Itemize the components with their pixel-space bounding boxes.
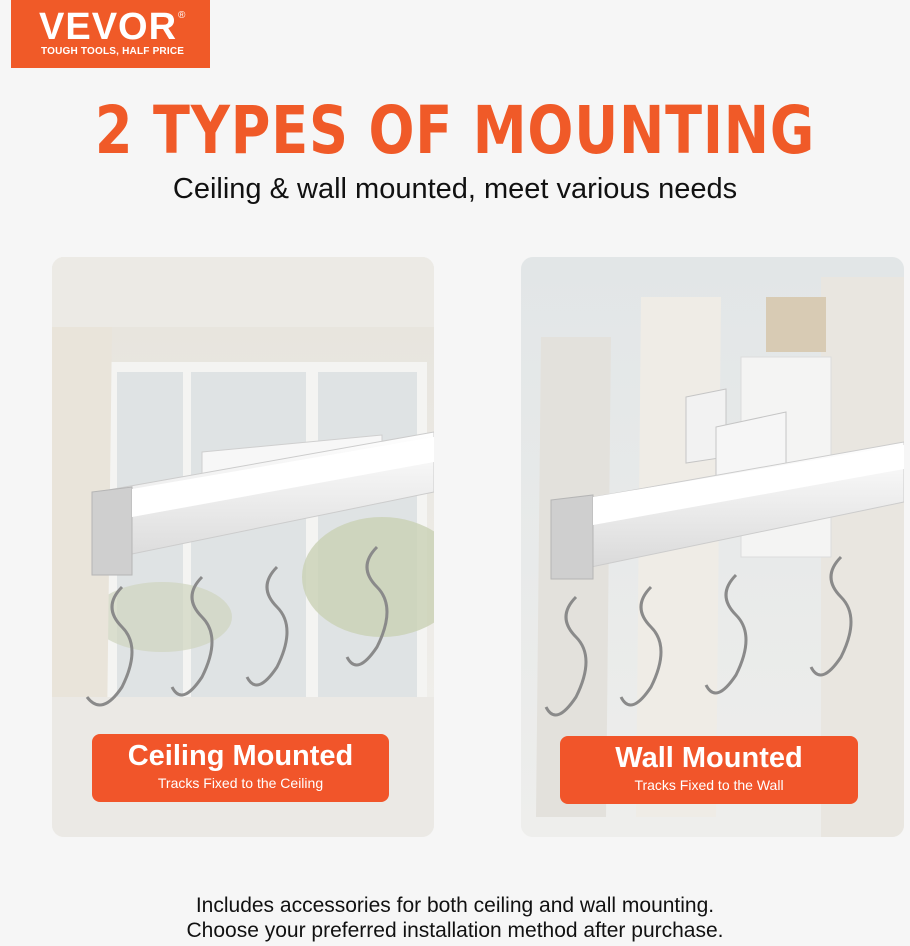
brand-logo [11,0,210,68]
footer-note [0,893,910,943]
headline: 2 TYPES OF MOUNTING [94,92,816,169]
ceiling-mounted-subtitle: Tracks Fixed to the Ceiling [157,775,324,791]
wall-mounted-subtitle: Tracks Fixed to the Wall [634,777,784,793]
wall-mounted-panel [521,257,904,837]
wall-mounted-title: Wall Mounted [615,742,803,774]
ceiling-mounted-panel [52,257,434,837]
brand-tagline: TOUGH TOOLS, HALF PRICE [41,46,185,57]
footer-line-1: Includes accessories for both ceiling and wall mounting. [195,894,715,917]
footer-line-2: Choose your preferred installation method after purchase. [186,919,724,942]
wall-mounted-badge [560,736,858,804]
ceiling-mounted-badge [92,734,389,802]
subheadline: Ceiling & wall mounted, meet various needs [172,173,738,205]
registered-mark: ® [178,10,186,21]
brand-name: VEVOR [39,6,178,48]
ceiling-mounted-title: Ceiling Mounted [127,740,354,772]
